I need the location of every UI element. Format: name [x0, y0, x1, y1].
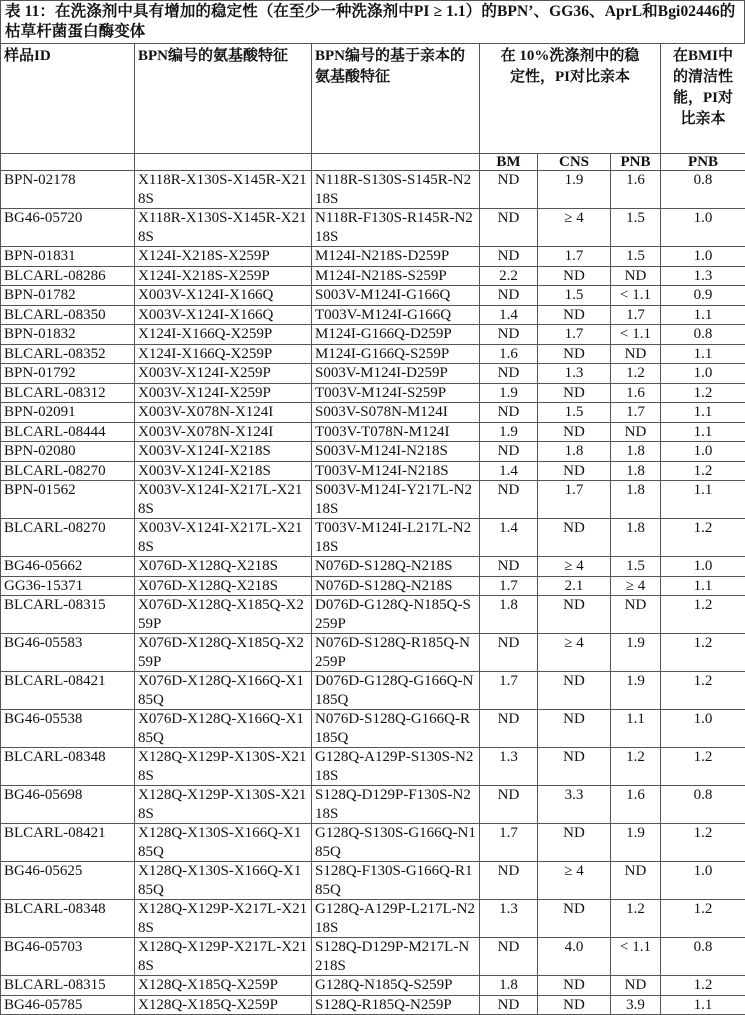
cell-cns: ND — [538, 824, 611, 862]
cell-bm: 1.4 — [480, 461, 538, 481]
cell-bm: 1.7 — [480, 576, 538, 596]
cell-parent-feature: S128Q-R185Q-N259P — [312, 995, 480, 1015]
cell-bmi-pnb: 0.8 — [661, 171, 745, 209]
cell-bpn-feature: X003V-X124I-X218S — [135, 461, 312, 481]
header-stability-group: 在 10%洗涤剂中的稳定性，PI对比亲本 — [480, 44, 661, 154]
cell-parent-feature: T003V-M124I-G166Q — [312, 305, 480, 325]
cell-bmi-pnb: 1.0 — [661, 209, 745, 247]
cell-pnb: 1.6 — [611, 171, 661, 209]
cell-sample-id: BLCARL-08312 — [1, 383, 135, 403]
cell-bpn-feature: X128Q-X129P-X130S-X218S — [135, 748, 312, 786]
cell-bmi-pnb: 1.1 — [661, 344, 745, 364]
table-row — [1, 266, 745, 286]
cell-pnb: < 1.1 — [611, 938, 661, 976]
subheader-bmi-pnb: PNB — [661, 154, 745, 171]
cell-pnb: < 1.1 — [611, 286, 661, 306]
cell-bpn-feature: X003V-X124I-X259P — [135, 383, 312, 403]
cell-cns: 1.9 — [538, 171, 611, 209]
cell-bm: ND — [480, 325, 538, 345]
cell-bpn-feature: X124I-X218S-X259P — [135, 247, 312, 267]
cell-cns: ≥ 4 — [538, 862, 611, 900]
table-row — [1, 171, 745, 209]
cell-cns: ND — [538, 422, 611, 442]
cell-sample-id: BLCARL-08352 — [1, 344, 135, 364]
cell-cns: ND — [538, 596, 611, 634]
table-row — [1, 976, 745, 996]
subheader-pnb: PNB — [611, 154, 661, 171]
cell-sample-id: GG36-15371 — [1, 576, 135, 596]
cell-bmi-pnb: 1.1 — [661, 403, 745, 423]
table-row — [1, 403, 745, 423]
cell-sample-id: BLCARL-08270 — [1, 461, 135, 481]
table-row — [1, 557, 745, 577]
table-row — [1, 519, 745, 557]
cell-sample-id: BPN-02091 — [1, 403, 135, 423]
cell-bmi-pnb: 1.2 — [661, 596, 745, 634]
cell-bpn-feature: X003V-X124I-X217L-X218S — [135, 481, 312, 519]
table-row — [1, 364, 745, 384]
cell-cns: 1.3 — [538, 364, 611, 384]
cell-sample-id: BG46-05583 — [1, 634, 135, 672]
cell-sample-id: BPN-01831 — [1, 247, 135, 267]
cell-cns: ND — [538, 383, 611, 403]
cell-pnb: 1.9 — [611, 672, 661, 710]
cell-bpn-feature: X003V-X124I-X218S — [135, 442, 312, 462]
cell-pnb: 1.9 — [611, 634, 661, 672]
cell-bmi-pnb: 1.2 — [661, 976, 745, 996]
cell-bm: ND — [480, 995, 538, 1015]
table-row — [1, 481, 745, 519]
cell-bm: 1.6 — [480, 344, 538, 364]
header-cleaning-group: 在BMI中的清洁性能，PI对比亲本 — [661, 44, 745, 154]
cell-parent-feature: M124I-G166Q-S259P — [312, 344, 480, 364]
cell-parent-feature: N118R-S130S-S145R-N218S — [312, 171, 480, 209]
cell-pnb: 1.2 — [611, 900, 661, 938]
cell-sample-id: BG46-05662 — [1, 557, 135, 577]
cell-bmi-pnb: 1.2 — [661, 672, 745, 710]
cell-bpn-feature: X118R-X130S-X145R-X218S — [135, 171, 312, 209]
header-sample-id: 样品ID — [1, 44, 135, 154]
cell-sample-id: BPN-02080 — [1, 442, 135, 462]
cell-bmi-pnb: 1.1 — [661, 305, 745, 325]
cell-bpn-feature: X128Q-X130S-X166Q-X185Q — [135, 862, 312, 900]
cell-cns: ≥ 4 — [538, 557, 611, 577]
cell-parent-feature: N076D-S128Q-G166Q-R185Q — [312, 710, 480, 748]
table-title: 表 11：在洗涤剂中具有增加的稳定性（在至少一种洗涤剂中PI ≥ 1.1）的BPN’、GG36、AprL和Bgi02446的枯草杆菌蛋白酶变体 — [0, 0, 745, 43]
cell-pnb: ND — [611, 422, 661, 442]
cell-bm: 1.3 — [480, 748, 538, 786]
cell-sample-id: BG46-05720 — [1, 209, 135, 247]
table-row — [1, 862, 745, 900]
cell-cns: ND — [538, 266, 611, 286]
cell-pnb: ND — [611, 344, 661, 364]
cell-cns: ND — [538, 710, 611, 748]
cell-cns: 1.8 — [538, 442, 611, 462]
cell-cns: 1.7 — [538, 325, 611, 345]
cell-bmi-pnb: 0.9 — [661, 286, 745, 306]
cell-cns: ND — [538, 748, 611, 786]
cell-cns: 1.5 — [538, 286, 611, 306]
cell-pnb: ND — [611, 862, 661, 900]
cell-bm: 1.8 — [480, 596, 538, 634]
cell-bm: 1.8 — [480, 976, 538, 996]
cell-parent-feature: S003V-M124I-D259P — [312, 364, 480, 384]
cell-sample-id: BLCARL-08270 — [1, 519, 135, 557]
cell-bm: ND — [480, 786, 538, 824]
cell-pnb: 1.5 — [611, 557, 661, 577]
cell-bm: ND — [480, 634, 538, 672]
cell-bmi-pnb: 1.1 — [661, 995, 745, 1015]
cell-bmi-pnb: 0.8 — [661, 938, 745, 976]
table-row — [1, 786, 745, 824]
cell-parent-feature: S003V-M124I-G166Q — [312, 286, 480, 306]
cell-cns: 1.7 — [538, 247, 611, 267]
cell-parent-feature: S003V-M124I-Y217L-N218S — [312, 481, 480, 519]
cell-bm: 1.4 — [480, 519, 538, 557]
cell-sample-id: BPN-01562 — [1, 481, 135, 519]
cell-bm: ND — [480, 557, 538, 577]
cell-bpn-feature: X128Q-X185Q-X259P — [135, 976, 312, 996]
cell-bpn-feature: X076D-X128Q-X218S — [135, 576, 312, 596]
cell-parent-feature: N076D-S128Q-N218S — [312, 576, 480, 596]
cell-bm: 1.7 — [480, 824, 538, 862]
cell-parent-feature: T003V-M124I-S259P — [312, 383, 480, 403]
cell-parent-feature: M124I-N218S-S259P — [312, 266, 480, 286]
cell-bmi-pnb: 1.3 — [661, 266, 745, 286]
cell-bmi-pnb: 0.8 — [661, 325, 745, 345]
cell-bpn-feature: X118R-X130S-X145R-X218S — [135, 209, 312, 247]
cell-bmi-pnb: 1.1 — [661, 422, 745, 442]
cell-cns: ND — [538, 519, 611, 557]
cell-parent-feature: N076D-S128Q-N218S — [312, 557, 480, 577]
table-row — [1, 710, 745, 748]
cell-bpn-feature: X003V-X124I-X217L-X218S — [135, 519, 312, 557]
cell-pnb: 1.7 — [611, 403, 661, 423]
cell-parent-feature: T003V-M124I-L217L-N218S — [312, 519, 480, 557]
table-row — [1, 325, 745, 345]
cell-bm: 1.3 — [480, 900, 538, 938]
table-row — [1, 672, 745, 710]
cell-bm: 1.9 — [480, 422, 538, 442]
cell-pnb: 1.8 — [611, 461, 661, 481]
cell-bm: ND — [480, 710, 538, 748]
cell-pnb: 1.8 — [611, 519, 661, 557]
cell-bmi-pnb: 0.8 — [661, 786, 745, 824]
cell-pnb: 1.6 — [611, 383, 661, 403]
cell-sample-id: BPN-01832 — [1, 325, 135, 345]
cell-sample-id: BLCARL-08444 — [1, 422, 135, 442]
cell-pnb: 1.8 — [611, 481, 661, 519]
cell-pnb: ND — [611, 976, 661, 996]
cell-pnb: 3.9 — [611, 995, 661, 1015]
cell-parent-feature: S003V-M124I-N218S — [312, 442, 480, 462]
cell-parent-feature: T003V-M124I-N218S — [312, 461, 480, 481]
cell-sample-id: BG46-05625 — [1, 862, 135, 900]
cell-parent-feature: S003V-S078N-M124I — [312, 403, 480, 423]
cell-cns: ND — [538, 344, 611, 364]
cell-parent-feature: D076D-G128Q-N185Q-S259P — [312, 596, 480, 634]
cell-bm: ND — [480, 442, 538, 462]
cell-bmi-pnb: 1.2 — [661, 900, 745, 938]
cell-bmi-pnb: 1.1 — [661, 481, 745, 519]
cell-pnb: 1.5 — [611, 209, 661, 247]
cell-bmi-pnb: 1.1 — [661, 576, 745, 596]
cell-bm: ND — [480, 481, 538, 519]
cell-bpn-feature: X076D-X128Q-X185Q-X259P — [135, 596, 312, 634]
cell-pnb: < 1.1 — [611, 325, 661, 345]
cell-bpn-feature: X124I-X218S-X259P — [135, 266, 312, 286]
subheader-empty-3 — [312, 154, 480, 171]
cell-pnb: 1.5 — [611, 247, 661, 267]
cell-bpn-feature: X128Q-X185Q-X259P — [135, 995, 312, 1015]
cell-sample-id: BLCARL-08348 — [1, 748, 135, 786]
subheader-empty-2 — [135, 154, 312, 171]
cell-cns: ≥ 4 — [538, 209, 611, 247]
cell-sample-id: BLCARL-08315 — [1, 596, 135, 634]
cell-bmi-pnb: 1.2 — [661, 634, 745, 672]
cell-bm: 1.9 — [480, 383, 538, 403]
cell-bmi-pnb: 1.0 — [661, 557, 745, 577]
cell-bmi-pnb: 1.2 — [661, 824, 745, 862]
cell-pnb: 1.8 — [611, 442, 661, 462]
table-row — [1, 209, 745, 247]
cell-bpn-feature: X003V-X078N-X124I — [135, 422, 312, 442]
cell-cns: ND — [538, 976, 611, 996]
cell-parent-feature: M124I-N218S-D259P — [312, 247, 480, 267]
cell-parent-feature: S128Q-D129P-M217L-N218S — [312, 938, 480, 976]
cell-bm: ND — [480, 171, 538, 209]
cell-sample-id: BLCARL-08348 — [1, 900, 135, 938]
table-body — [1, 171, 745, 1015]
cell-parent-feature: S128Q-F130S-G166Q-R185Q — [312, 862, 480, 900]
cell-bpn-feature: X003V-X124I-X166Q — [135, 286, 312, 306]
cell-cns: 1.5 — [538, 403, 611, 423]
cell-sample-id: BLCARL-08315 — [1, 976, 135, 996]
cell-pnb: 1.2 — [611, 748, 661, 786]
cell-cns: 1.7 — [538, 481, 611, 519]
cell-pnb: ≥ 4 — [611, 576, 661, 596]
variants-table — [0, 43, 745, 1015]
header-bpn-feature: BPN编号的氨基酸特征 — [135, 44, 312, 154]
cell-bpn-feature: X124I-X166Q-X259P — [135, 325, 312, 345]
cell-cns: ND — [538, 672, 611, 710]
cell-bpn-feature: X124I-X166Q-X259P — [135, 344, 312, 364]
cell-bm: ND — [480, 862, 538, 900]
table-row — [1, 748, 745, 786]
cell-parent-feature: N076D-S128Q-R185Q-N259P — [312, 634, 480, 672]
cell-sample-id: BG46-05538 — [1, 710, 135, 748]
cell-parent-feature: N118R-F130S-R145R-N218S — [312, 209, 480, 247]
cell-parent-feature: G128Q-N185Q-S259P — [312, 976, 480, 996]
cell-pnb: 1.6 — [611, 786, 661, 824]
cell-pnb: ND — [611, 596, 661, 634]
cell-bm: 1.7 — [480, 672, 538, 710]
cell-bm: ND — [480, 364, 538, 384]
table-row — [1, 938, 745, 976]
table-row — [1, 995, 745, 1015]
cell-bmi-pnb: 1.0 — [661, 364, 745, 384]
table-row — [1, 422, 745, 442]
table-row — [1, 461, 745, 481]
cell-cns: ND — [538, 995, 611, 1015]
table-row — [1, 900, 745, 938]
table-row — [1, 383, 745, 403]
table-row — [1, 576, 745, 596]
cell-parent-feature: G128Q-A129P-L217L-N218S — [312, 900, 480, 938]
cell-parent-feature: T003V-T078N-M124I — [312, 422, 480, 442]
cell-parent-feature: G128Q-S130S-G166Q-N185Q — [312, 824, 480, 862]
cell-pnb: ND — [611, 266, 661, 286]
cell-bmi-pnb: 1.2 — [661, 383, 745, 403]
cell-bm: ND — [480, 247, 538, 267]
cell-bmi-pnb: 1.0 — [661, 442, 745, 462]
cell-bmi-pnb: 1.2 — [661, 748, 745, 786]
subheader-cns: CNS — [538, 154, 611, 171]
cell-bpn-feature: X128Q-X129P-X217L-X218S — [135, 900, 312, 938]
cell-sample-id: BG46-05698 — [1, 786, 135, 824]
cell-sample-id: BLCARL-08421 — [1, 824, 135, 862]
subheader-bm: BM — [480, 154, 538, 171]
cell-cns: ND — [538, 461, 611, 481]
cell-parent-feature: S128Q-D129P-F130S-N218S — [312, 786, 480, 824]
cell-bpn-feature: X076D-X128Q-X166Q-X185Q — [135, 710, 312, 748]
cell-bm: ND — [480, 403, 538, 423]
cell-parent-feature: G128Q-A129P-S130S-N218S — [312, 748, 480, 786]
cell-bmi-pnb: 1.0 — [661, 710, 745, 748]
cell-parent-feature: D076D-G128Q-G166Q-N185Q — [312, 672, 480, 710]
cell-bmi-pnb: 1.2 — [661, 461, 745, 481]
cell-sample-id: BG46-05703 — [1, 938, 135, 976]
table-row — [1, 305, 745, 325]
cell-parent-feature: M124I-G166Q-D259P — [312, 325, 480, 345]
cell-pnb: 1.9 — [611, 824, 661, 862]
cell-bpn-feature: X076D-X128Q-X218S — [135, 557, 312, 577]
subheader-empty-1 — [1, 154, 135, 171]
table-row — [1, 344, 745, 364]
table-row — [1, 247, 745, 267]
cell-cns: ≥ 4 — [538, 634, 611, 672]
cell-bpn-feature: X076D-X128Q-X166Q-X185Q — [135, 672, 312, 710]
cell-sample-id: BG46-05785 — [1, 995, 135, 1015]
cell-bm: ND — [480, 286, 538, 306]
cell-sample-id: BPN-01792 — [1, 364, 135, 384]
cell-bmi-pnb: 1.2 — [661, 519, 745, 557]
cell-cns: 4.0 — [538, 938, 611, 976]
cell-bpn-feature: X128Q-X129P-X217L-X218S — [135, 938, 312, 976]
cell-pnb: 1.2 — [611, 364, 661, 384]
cell-bmi-pnb: 1.0 — [661, 862, 745, 900]
cell-bm: 1.4 — [480, 305, 538, 325]
cell-cns: 2.1 — [538, 576, 611, 596]
cell-bpn-feature: X003V-X124I-X166Q — [135, 305, 312, 325]
cell-cns: 3.3 — [538, 786, 611, 824]
cell-sample-id: BLCARL-08350 — [1, 305, 135, 325]
cell-bpn-feature: X003V-X078N-X124I — [135, 403, 312, 423]
cell-bm: ND — [480, 938, 538, 976]
table-row — [1, 596, 745, 634]
cell-sample-id: BLCARL-08286 — [1, 266, 135, 286]
header-parent-feature: BPN编号的基于亲本的氨基酸特征 — [312, 44, 480, 154]
cell-bpn-feature: X003V-X124I-X259P — [135, 364, 312, 384]
cell-sample-id: BPN-01782 — [1, 286, 135, 306]
table-row — [1, 634, 745, 672]
cell-cns: ND — [538, 900, 611, 938]
cell-pnb: 1.7 — [611, 305, 661, 325]
cell-bm: ND — [480, 209, 538, 247]
table-row — [1, 824, 745, 862]
cell-bpn-feature: X128Q-X130S-X166Q-X185Q — [135, 824, 312, 862]
cell-bpn-feature: X128Q-X129P-X130S-X218S — [135, 786, 312, 824]
cell-sample-id: BLCARL-08421 — [1, 672, 135, 710]
table-row — [1, 286, 745, 306]
cell-cns: ND — [538, 305, 611, 325]
cell-bpn-feature: X076D-X128Q-X185Q-X259P — [135, 634, 312, 672]
cell-sample-id: BPN-02178 — [1, 171, 135, 209]
table-row — [1, 442, 745, 462]
cell-bmi-pnb: 1.0 — [661, 247, 745, 267]
cell-bm: 2.2 — [480, 266, 538, 286]
cell-pnb: 1.1 — [611, 710, 661, 748]
